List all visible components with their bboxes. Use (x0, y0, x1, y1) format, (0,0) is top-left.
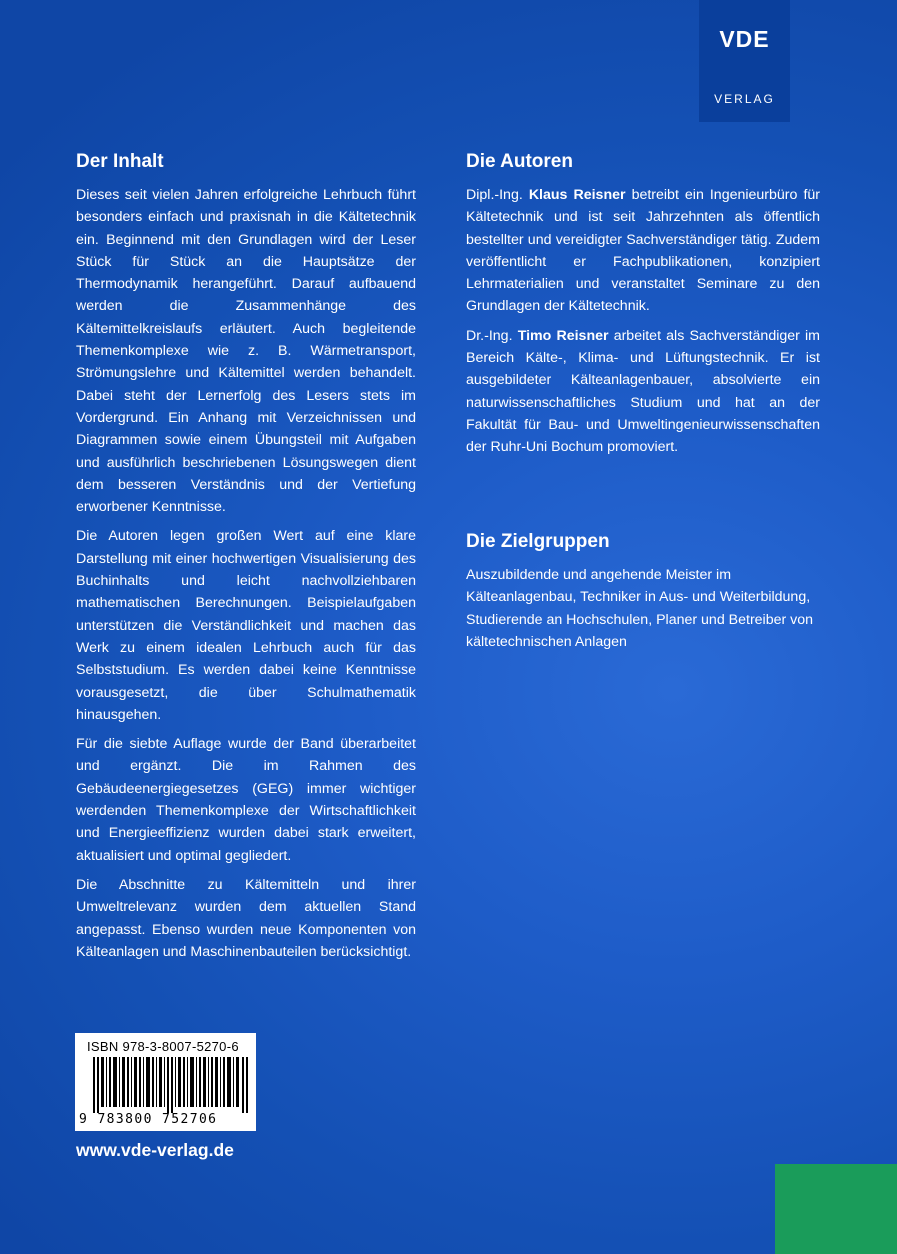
publisher-url[interactable]: www.vde-verlag.de (76, 1140, 234, 1160)
author-2-title: Dr.-Ing. (466, 327, 513, 344)
barcode-icon (93, 1057, 248, 1113)
author-1-text: betreibt ein Ingenieurbüro für Kältetechnik und ist seit Jahrzehnten als öffentlich bestellter und vereidigter Sachverständiger tätig. Zudem veröffentlicht er Fachpublikationen, konzipiert Lehrmaterialien und veranstaltet Seminare zu den Grundlagen der Kältetechnik. (466, 187, 820, 315)
author-1-title: Dipl.-Ing. (466, 187, 523, 203)
inhalt-paragraph-4: Die Abschnitte zu Kältemitteln und ihrer Umweltrelevanz wurden dem aktuellen Stand angepasst. Ebenso wurden neue Komponenten von Kälteanlagen und Maschinenbauteilen berücksichtigt. (76, 876, 416, 960)
heading-autoren: Die Autoren (466, 151, 573, 172)
vde-verlag-logo (699, 0, 790, 122)
section-autoren (466, 148, 820, 466)
inhalt-paragraph-1: Dieses seit vielen Jahren erfolgreiche Lehrbuch führt besonders einfach und praxisnah in die Kältetechnik ein. Beginnend mit den Grundlagen wird der Leser Stück für Stück an die Hauptsätze der Thermodynamik herangeführt. Darauf aufbauend werden die Zusammenhänge des Kältemittelkreislaufs erläutert. Auch begleitende Themenkomplexe wie z. B. Wärmetransport, Strömungslehre und Kältemittel werden behandelt. Dabei steht der Lernerfolg des Lesers stets im Vordergrund. Ein Anhang mit Verzeichnissen und Diagrammen sowie einem Übungsteil mit Aufgaben und ausführlich beschriebenen Lösungswegen dient dem besseren Verständnis und der Vertiefung erworbener Kenntnisse. (76, 187, 416, 516)
zielgruppen-text: Auszubildende und angehende Meister im Kälteanlagenbau, Techniker in Aus- und Weiterbildung, Studierende an Hochschulen, Planer und Betreiber von kältetechnischen Anlagen (466, 567, 814, 650)
isbn-barcode-box (75, 1033, 256, 1131)
logo-subtitle: VERLAG (714, 92, 775, 106)
inhalt-paragraph-2: Die Autoren legen großen Wert auf eine klare Darstellung mit einer hochwertigen Visualisierung des Buchinhalts und leicht nachvollziehbaren mathematischen Berechnungen. Beispielaufgaben unterstützen die Verständlichkeit und machen das Werk zu einem idealen Lehrbuch auch für das Selbststudium. Es werden dabei keine Kenntnisse vorausgesetzt, die über Schulmathematik hinausgehen. (76, 528, 416, 723)
logo-brand: VDE (719, 26, 770, 52)
inhalt-paragraph-3: Für die siebte Auflage wurde der Band überarbeitet und ergänzt. Die im Rahmen des Gebäudeenergiegesetzes (GEG) immer wichtiger werdenden Themenkomplexe der Wirtschaftlichkeit und Energieeffizienz wurden dabei stark erweitert, aktualisiert und optimal gegliedert. (76, 736, 416, 864)
isbn-number: ISBN 978-3-8007-5270-6 (87, 1039, 239, 1054)
section-zielgruppen (466, 528, 820, 660)
author-1-name: Klaus Reisner (528, 187, 626, 203)
author-2-name: Timo Reisner (517, 327, 609, 344)
author-2-text: arbeitet als Sachverständiger im Bereich Kälte-, Klima- und Lüftungstechnik. Er ist ausgebildeter Kälteanlagenbauer, absolvierte ein naturwissenschaftliches Studium und hat an der Fakultät für Bau- und Umweltingenieurwissenschaften der Ruhr-Uni Bochum promoviert. (466, 327, 820, 456)
section-inhalt (76, 148, 416, 970)
green-corner-block (775, 1164, 897, 1254)
author-1-bio (466, 184, 820, 318)
author-2-bio (466, 325, 820, 459)
ean-digits: 9 783800 752706 (79, 1112, 218, 1127)
heading-zielgruppen: Die Zielgruppen (466, 531, 610, 552)
heading-inhalt: Der Inhalt (76, 151, 164, 172)
